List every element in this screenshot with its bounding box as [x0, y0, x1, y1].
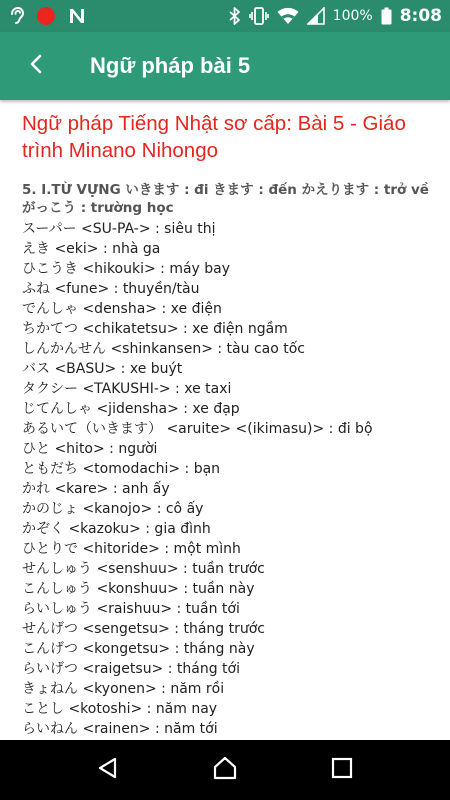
vocab-item: らいしゅう <raishuu> : tuần tới [22, 601, 240, 617]
nav-home-icon [212, 756, 238, 784]
vocab-item: きょねん <kyonen> : năm rồi [22, 681, 225, 697]
status-bar-right [229, 6, 442, 26]
app-bar [0, 32, 450, 100]
hearing-icon [8, 7, 24, 25]
vocab-item: こんげつ <kongetsu> : tháng này [22, 641, 255, 657]
vocab-item: バス <BASU> : xe buýt [22, 361, 183, 377]
vocab-item: かのじょ <kanojo> : cô ấy [22, 501, 204, 517]
status-bar-left [8, 6, 86, 26]
nav-recents-button[interactable] [312, 740, 372, 800]
page-title: Ngữ pháp bài 5 [90, 53, 251, 78]
vocab-item: あるいて（いきます） <aruite> <(ikimasu)> : đi bộ [22, 421, 373, 437]
status-time: 8:08 [399, 6, 442, 26]
bluetooth-icon [229, 7, 241, 25]
wifi-icon [277, 7, 299, 25]
vocab-item: じてんしゃ <jidensha> : xe đạp [22, 401, 240, 417]
vocab-item: ちかてつ <chikatetsu> : xe điện ngầm [22, 321, 288, 337]
vocab-item: ともだち <tomodachi> : bạn [22, 461, 221, 477]
vocab-item: らいねん <rainen> : năm tới [22, 721, 218, 737]
nav-back-icon [96, 756, 120, 784]
vocab-list [22, 219, 432, 739]
signal-icon [307, 7, 325, 25]
back-arrow-icon [29, 54, 43, 78]
navigation-bar [0, 740, 450, 800]
vocab-item: かぞく <kazoku> : gia đình [22, 521, 211, 537]
vocab-item: ことし <kotoshi> : năm nay [22, 701, 218, 717]
vocab-item: しんかんせん <shinkansen> : tàu cao tốc [22, 341, 305, 357]
vocab-item: でんしゃ <densha> : xe điện [22, 301, 222, 317]
vibrate-icon [249, 7, 269, 25]
vocab-item: せんげつ <sengetsu> : tháng trước [22, 621, 265, 637]
vocab-item: らいげつ <raigetsu> : tháng tới [22, 661, 241, 677]
app-n-icon [68, 7, 86, 25]
record-dot-icon [36, 6, 56, 26]
status-bar [0, 0, 450, 32]
vocab-item: えき <eki> : nhà ga [22, 241, 161, 257]
vocab-item: ひと <hito> : người [22, 441, 158, 457]
nav-recents-icon [331, 757, 353, 783]
nav-back-button[interactable] [78, 740, 138, 800]
lesson-content[interactable] [0, 100, 450, 740]
vocab-item: ひこうき <hikouki> : máy bay [22, 261, 231, 277]
battery-icon [381, 7, 392, 25]
vocab-item: スーパー <SU-PA-> : siêu thị [22, 221, 216, 237]
battery-percent: 100% [332, 8, 373, 24]
vocab-item: タクシー <TAKUSHI-> : xe taxi [22, 381, 232, 397]
section-heading: 5. I.TỪ VỰNG いきます : đi きます : đến かえります : trở về がっこう : trường học [22, 182, 429, 216]
nav-home-button[interactable] [195, 740, 255, 800]
back-button[interactable] [8, 38, 64, 94]
vocab-item: せんしゅう <senshuu> : tuần trước [22, 561, 265, 577]
vocab-item: ふね <fune> : thuyền/tàu [22, 281, 200, 297]
lesson-title: Ngữ pháp Tiếng Nhật sơ cấp: Bài 5 - Giáo trình Minano Nihongo [22, 112, 406, 162]
vocab-item: かれ <kare> : anh ấy [22, 481, 170, 497]
vocab-item: ひとりで <hitoride> : một mình [22, 541, 241, 557]
vocab-item: こんしゅう <konshuu> : tuần này [22, 581, 255, 597]
